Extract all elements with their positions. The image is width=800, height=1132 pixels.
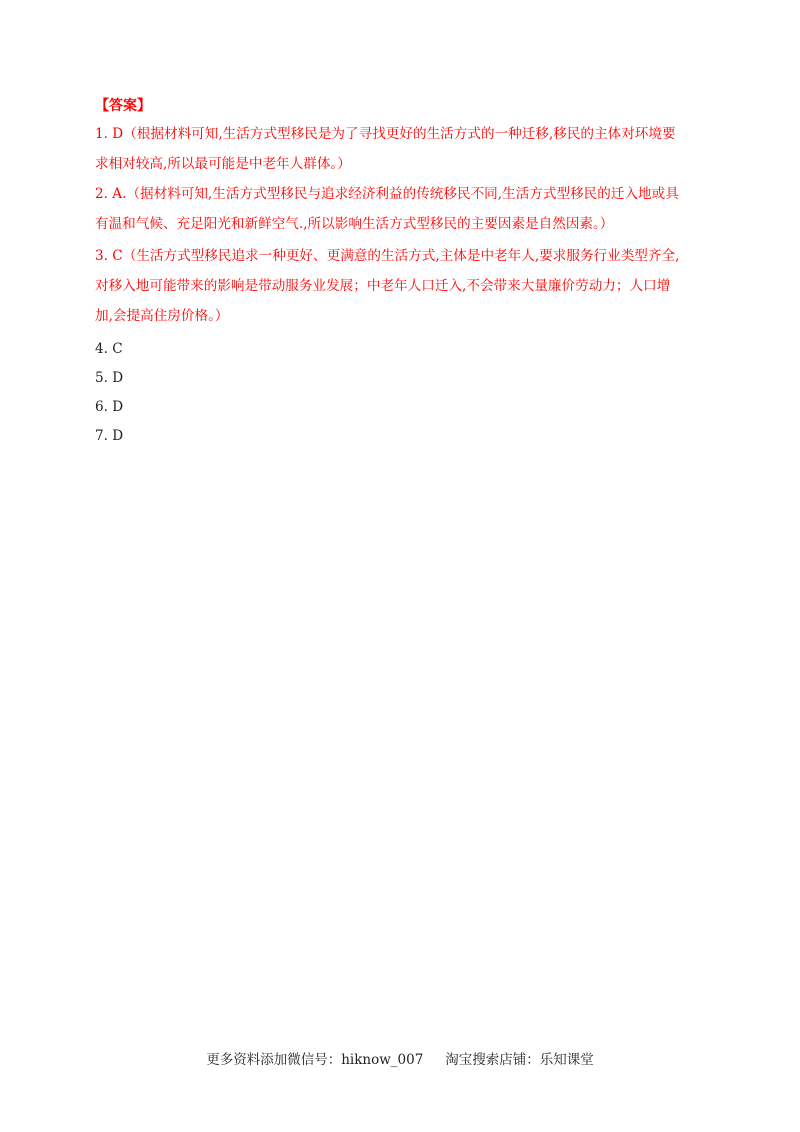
answer-2-line-1: 2. A.（据材料可知,生活方式型移民与追求经济利益的传统移民不同,生活方式型移民的迁入地或具	[95, 186, 679, 202]
answer-3-line-3: 加,会提高住房价格。）	[95, 308, 229, 324]
footer-wechat-text: 更多资料添加微信号：hiknow_007	[206, 1052, 424, 1068]
answer-3-line-2: 对移入地可能带来的影响是带动服务业发展；中老年人口迁入,不会带来大量廉价劳动力；人口增	[95, 278, 671, 294]
footer-taobao-text: 淘宝搜索店铺：乐知课堂	[445, 1052, 594, 1068]
answer-2-line-2: 有温和气候、充足阳光和新鲜空气.,所以影响生活方式型移民的主要因素是自然因素。）	[95, 216, 614, 232]
answer-6: 6. D	[95, 399, 124, 415]
answer-1-line-2: 求相对较高,所以最可能是中老年人群体。）	[95, 156, 351, 172]
answer-7: 7. D	[95, 428, 124, 444]
answer-4: 4. C	[95, 341, 123, 357]
page-footer	[0, 1048, 800, 1068]
answer-1-line-1: 1. D（根据材料可知,生活方式型移民是为了寻找更好的生活方式的一种迁移,移民的主体对环境要	[95, 126, 676, 142]
answer-heading: 【答案】	[95, 98, 151, 114]
answer-5: 5. D	[95, 370, 124, 386]
answer-3-line-1: 3. C（生活方式型移民追求一种更好、更满意的生活方式,主体是中老年人,要求服务行业类型齐全,	[95, 248, 680, 264]
